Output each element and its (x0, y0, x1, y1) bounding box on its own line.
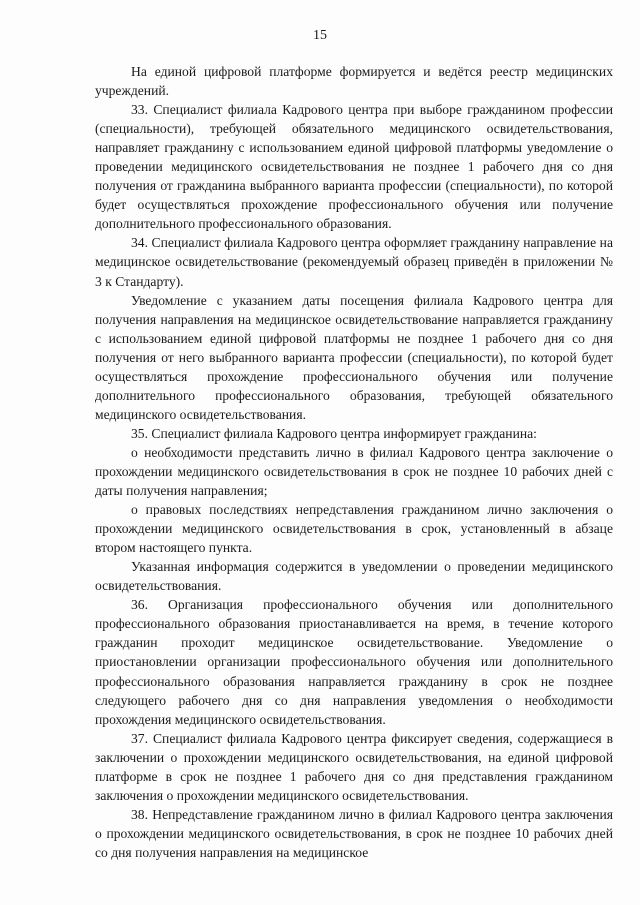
paragraph-item-35-point-1: о необходимости представить лично в филиал Кадрового центра заключение о прохождении медицинского освидетельствования в срок не позднее 10 рабочих дней с даты получения направления; (95, 444, 613, 499)
paragraph-item-37: 37. Специалист филиала Кадрового центра фиксирует сведения, содержащиеся в заключении о прохождении медицинского освидетельствования, на единой цифровой платформе в срок не позднее 1 рабочего дня со дня представления гражданином заключения о прохождении медицинского освидетельствования. (95, 730, 613, 803)
paragraph-item-36: 36. Организация профессионального обучения или дополнительного профессионального образования приостанавливается на время, в течение которого гражданин проходит медицинское освидетельствование. Уведомление о приостановлении организации профессионального обучения или дополнительного профессионального образования направляется гражданину в срок не позднее следующего рабочего дня со дня направления уведомления о необходимости прохождения медицинского освидетельствования. (95, 597, 613, 727)
paragraph-item-35-point-2: о правовых последствиях непредставления гражданином лично заключения о прохождении медицинского освидетельствования в срок, установленный в абзаце втором настоящего пункта. (95, 502, 613, 556)
paragraph-item-34: 34. Специалист филиала Кадрового центра оформляет гражданину направление на медицинское освидетельствование (рекомендуемый образец приведён в приложении № 3 к Стандарту). (95, 235, 613, 289)
paragraph-item-35: 35. Специалист филиала Кадрового центра информирует гражданина: (131, 425, 537, 441)
paragraph-notification-date: Уведомление с указанием даты посещения филиала Кадрового центра для получения направления на медицинское освидетельствование направляется гражданину с использованием единой цифровой платформы не позднее 1 рабочего дня со дня получения от него выбранного варианта профессии (специальности), по которой будет осуществляться прохождение профессионального обучения или получение дополнительного профессионального образования, требующей обязательного медицинского освидетельствования. (95, 292, 613, 422)
paragraph-item-33: 33. Специалист филиала Кадрового центра при выборе гражданином профессии (специальности), требующей обязательного медицинского освидетельствования, направляет гражданину с использованием единой цифровой платформы уведомление о проведении медицинского освидетельствования не позднее 1 рабочего дня со дня получения от гражданина выбранного варианта профессии (специальности), по которой будет осуществляться прохождение профессионального обучения или получение дополнительного профессионального образования. (95, 102, 613, 232)
document-body (95, 62, 613, 862)
paragraph-registry-note: На единой цифровой платформе формируется и ведётся реестр медицинских учреждений. (95, 64, 613, 99)
paragraph-info-contained: Указанная информация содержится в уведомлении о проведении медицинского освидетельствования. (95, 559, 613, 594)
page-number: 15 (313, 28, 327, 43)
paragraph-item-38: 38. Непредставление гражданином лично в филиал Кадрового центра заключения о прохождении медицинского освидетельствования, в срок не позднее 10 рабочих дней со дня получения направления на медицинское (95, 806, 613, 860)
